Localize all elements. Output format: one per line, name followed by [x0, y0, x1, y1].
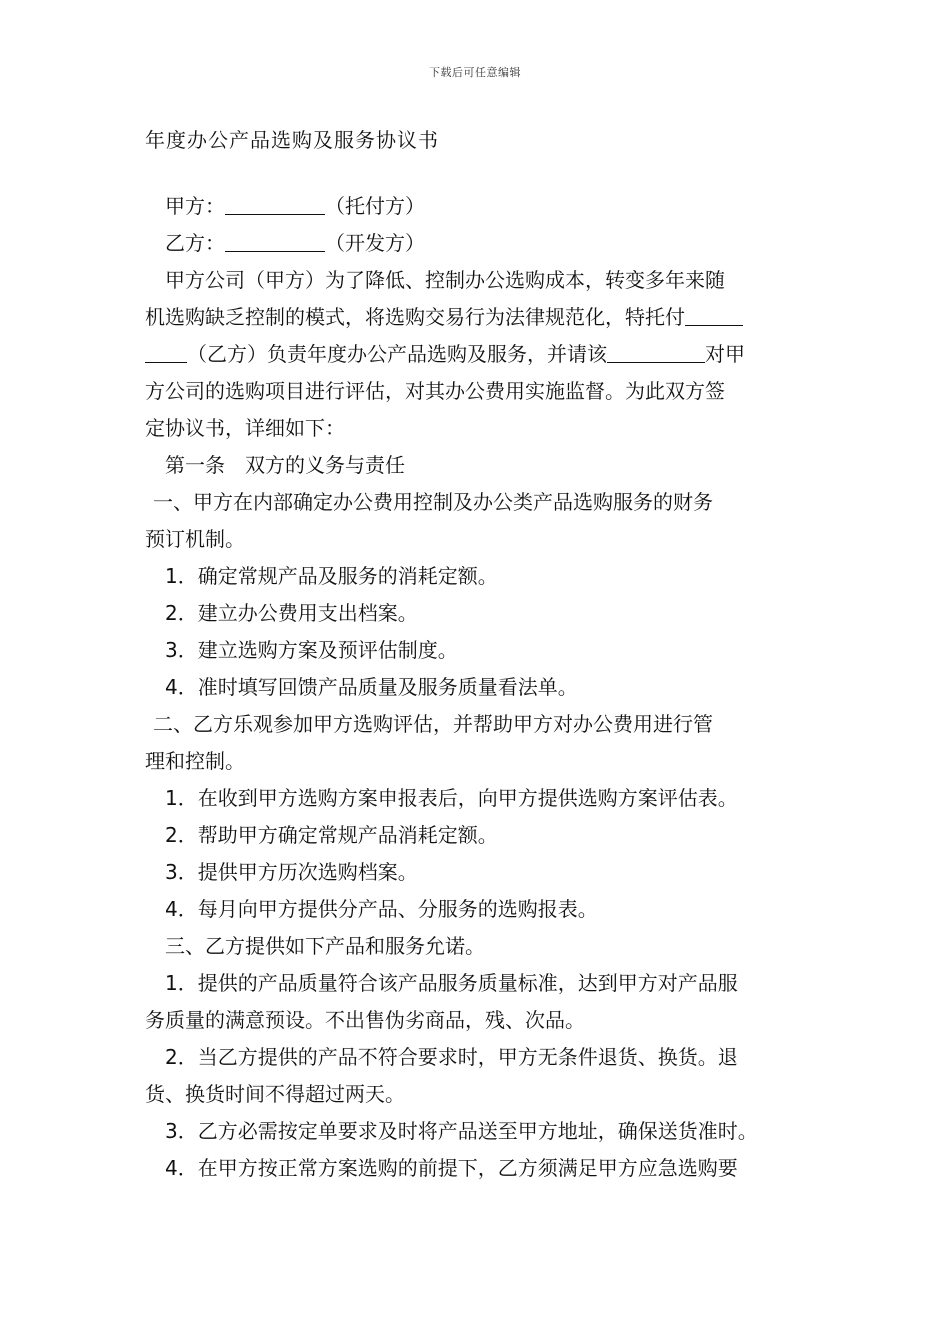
party-a-role: （托付方）: [325, 194, 425, 218]
party-b-blank: [225, 227, 325, 252]
section-3-item-1-line-1: 1．提供的产品质量符合该产品服务质量标准，达到甲方对产品服: [165, 971, 738, 995]
party-a-blank: [225, 190, 325, 215]
party-a-line: [145, 188, 815, 225]
article-1-heading: 第一条 双方的义务与责任: [165, 453, 405, 477]
party-b-line: [145, 225, 815, 262]
section-1-item-4: 4．准时填写回馈产品质量及服务质量看法单。: [165, 675, 578, 699]
section-3-item-4: 4．在甲方按正常方案选购的前提下，乙方须满足甲方应急选购要: [165, 1156, 738, 1180]
section-1-item-2: 2．建立办公费用支出档案。: [165, 601, 418, 625]
section-1-item-1: 1．确定常规产品及服务的消耗定额。: [165, 564, 498, 588]
intro-line-4: 方公司的选购项目进行评估，对其办公费用实施监督。为此双方签: [145, 379, 725, 403]
section-3-item-1-line-2: 务质量的满意预设。不出售伪劣商品，残、次品。: [145, 1008, 585, 1032]
section-1-line-1: 一、甲方在内部确定办公费用控制及办公类产品选购服务的财务: [153, 490, 713, 514]
section-3-item-3: 3．乙方必需按定单要求及时将产品送至甲方地址，确保送货准时。: [165, 1119, 758, 1143]
section-3-item-2-line-2: 货、换货时间不得超过两天。: [145, 1082, 405, 1106]
intro-line-5: 定协议书，详细如下：: [145, 416, 345, 440]
party-b-label: 乙方：: [165, 231, 225, 255]
intro-line-1: 甲方公司（甲方）为了降低、控制办公选购成本，转变多年来随: [165, 268, 725, 292]
section-2-item-4: 4．每月向甲方提供分产品、分服务的选购报表。: [165, 897, 598, 921]
section-1-line-2: 预订机制。: [145, 527, 245, 551]
section-3-heading: 三、乙方提供如下产品和服务允诺。: [165, 934, 485, 958]
document-body: [145, 188, 815, 1187]
section-2-line-2: 理和控制。: [145, 749, 245, 773]
section-3-item-2-line-1: 2．当乙方提供的产品不符合要求时，甲方无条件退货、换货。退: [165, 1045, 738, 1069]
entrusted-party-blank-1: [685, 301, 743, 326]
party-b-role: （开发方）: [325, 231, 425, 255]
section-2-item-3: 3．提供甲方历次选购档案。: [165, 860, 418, 884]
intro-line-2-text: 机选购缺乏控制的模式，将选购交易行为法律规范化，特托付: [145, 305, 685, 329]
evaluator-blank: [607, 338, 705, 363]
party-a-label: 甲方：: [165, 194, 225, 218]
header-note: 下载后可任意编辑: [429, 66, 521, 79]
section-2-line-1: 二、乙方乐观参加甲方选购评估，并帮助甲方对办公费用进行管: [153, 712, 713, 736]
document-title: 年度办公产品选购及服务协议书: [145, 128, 439, 152]
intro-line-2: [145, 299, 815, 336]
section-2-item-1: 1．在收到甲方选购方案申报表后，向甲方提供选购方案评估表。: [165, 786, 738, 810]
section-2-item-2: 2．帮助甲方确定常规产品消耗定额。: [165, 823, 498, 847]
intro-line-3: [145, 336, 815, 373]
intro-line-3-end: 对甲: [705, 342, 745, 366]
intro-line-3-text: （乙方）负责年度办公产品选购及服务，并请该: [187, 342, 607, 366]
section-1-item-3: 3．建立选购方案及预评估制度。: [165, 638, 458, 662]
entrusted-party-blank-2: [145, 338, 187, 363]
